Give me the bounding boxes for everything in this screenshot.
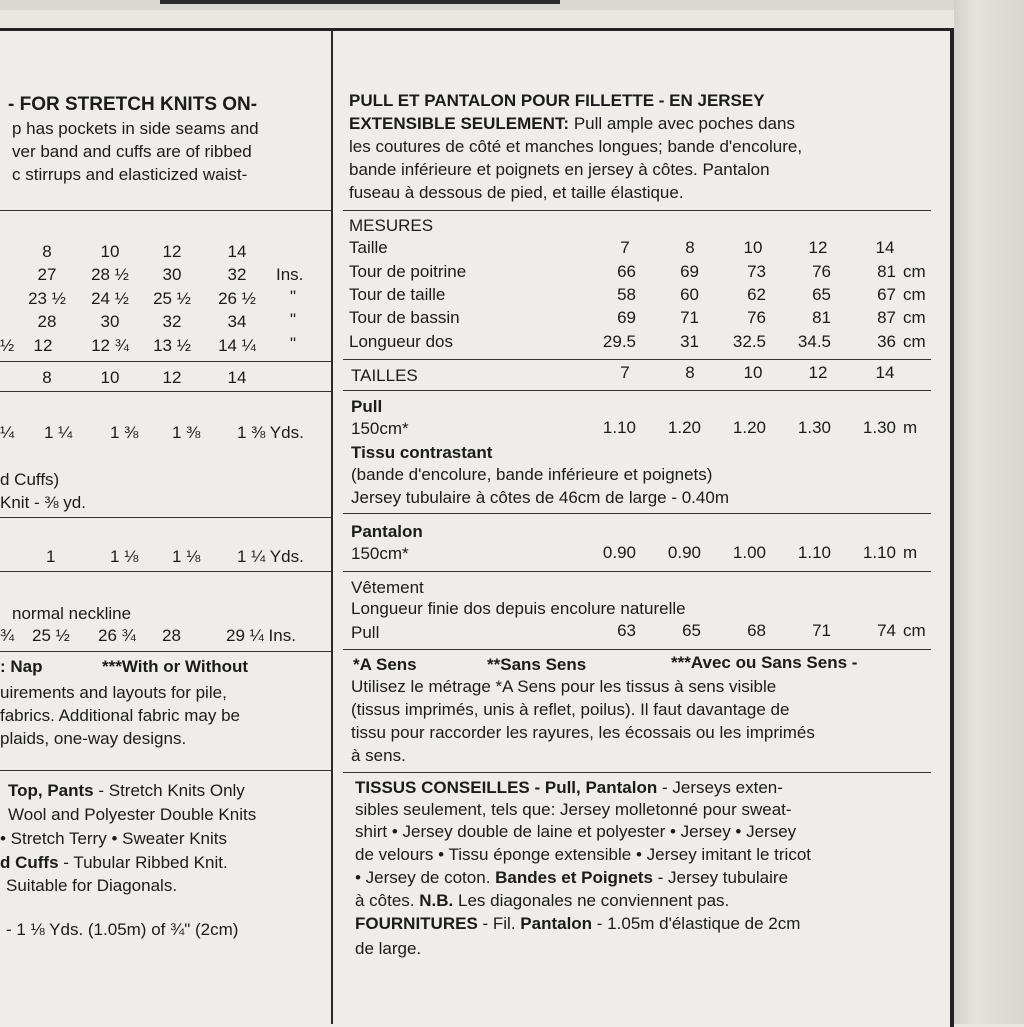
taille-1: 8 bbox=[685, 363, 695, 382]
left-neckline: normal neckline bbox=[12, 604, 132, 623]
left-m-0-2: 12 bbox=[162, 242, 182, 261]
left-m-3-0: 28 bbox=[37, 312, 57, 331]
left-m-1-2: 30 bbox=[162, 265, 182, 284]
rule-right-1 bbox=[343, 210, 931, 211]
vetement-line: Longueur finie dos depuis encolure naturelle bbox=[351, 599, 686, 618]
rule-right-7 bbox=[343, 772, 931, 773]
rule-left-6 bbox=[0, 651, 331, 652]
left-cuffs-1: d Cuffs) bbox=[0, 470, 60, 489]
sens-b: **Sans Sens bbox=[487, 655, 587, 674]
left-m-0-1: 10 bbox=[100, 242, 120, 261]
tissus-2: sibles seulement, tels que: Jersey molletonné pour sweat- bbox=[355, 800, 792, 819]
tissus-3: shirt • Jersey double de laine et polyester • Jersey • Jersey bbox=[355, 822, 797, 841]
mrow-2-v2: 62 bbox=[747, 285, 766, 304]
mrow-2-v3: 65 bbox=[812, 285, 831, 304]
tissus-5a: • Jersey de coton. bbox=[355, 868, 496, 887]
left-m-0-0: 8 bbox=[42, 242, 52, 261]
mrow-2-v0: 58 bbox=[617, 285, 636, 304]
left-desc-1: p has pockets in side seams and bbox=[12, 119, 259, 138]
mrow-3-label: Tour de bassin bbox=[349, 308, 460, 327]
left-size-0: 8 bbox=[42, 368, 52, 387]
left-m-4-0: 12 bbox=[33, 336, 53, 355]
mrow-2-v4: 67 bbox=[877, 285, 896, 304]
contrast-label: Tissu contrastant bbox=[351, 443, 493, 462]
mrow-3-unit: cm bbox=[903, 308, 926, 327]
left-length-0: 25 ½ bbox=[32, 626, 70, 645]
mrow-4-v1: 31 bbox=[680, 332, 699, 351]
mrow-4-label: Longueur dos bbox=[349, 332, 453, 351]
rule-right-6 bbox=[343, 649, 931, 650]
left-fabric-2: Wool and Polyester Double Knits bbox=[8, 805, 257, 824]
left-m-3-unit: " bbox=[290, 310, 297, 329]
pull-v4: 1.30 bbox=[862, 418, 896, 437]
mrow-1-label: Tour de poitrine bbox=[349, 262, 467, 281]
mrow-2-unit: cm bbox=[903, 285, 926, 304]
mrow-4-v3: 34.5 bbox=[797, 332, 831, 351]
left-top-yd-1: 1 ⅜ bbox=[110, 423, 139, 442]
left-length-frag: ¾ bbox=[0, 626, 15, 645]
pantalon-width: 150cm* bbox=[351, 544, 409, 563]
right-desc-2: bande inférieure et poignets en jersey à côtes. Pantalon bbox=[349, 160, 770, 179]
pull-unit: m bbox=[903, 418, 918, 437]
left-fabric-3: • Stretch Terry • Sweater Knits bbox=[0, 829, 228, 848]
left-m-4-unit: " bbox=[290, 334, 297, 353]
left-top-yd-2: 1 ⅜ bbox=[172, 423, 201, 442]
pantalon-v4: 1.10 bbox=[862, 543, 896, 562]
left-title: - FOR STRETCH KNITS ON- bbox=[8, 94, 258, 115]
mrow-0-v1: 8 bbox=[685, 238, 695, 257]
left-m-3-1: 30 bbox=[100, 312, 120, 331]
mrow-0-v0: 7 bbox=[620, 238, 630, 257]
tissus-1 bbox=[355, 777, 783, 798]
mrow-0-v3: 12 bbox=[808, 238, 828, 257]
rule-left-5 bbox=[0, 571, 331, 572]
mrow-1-v0: 66 bbox=[617, 262, 636, 281]
mrow-0-v2: 10 bbox=[743, 238, 763, 257]
pantalon-v2: 1.00 bbox=[732, 543, 766, 562]
tissus-5 bbox=[355, 867, 788, 888]
mrow-1-v4: 81 bbox=[877, 262, 896, 281]
fourn-a: - Fil. bbox=[477, 914, 521, 933]
left-fabric-4-rest: - Tubular Ribbed Knit. bbox=[58, 853, 228, 872]
vetement-v1: 65 bbox=[682, 621, 701, 640]
left-nap-a: : Nap bbox=[0, 657, 43, 676]
left-pants-yd-0: 1 bbox=[46, 547, 56, 566]
rule-left-4 bbox=[0, 517, 331, 518]
rule-right-4 bbox=[343, 513, 931, 514]
taille-4: 14 bbox=[875, 363, 895, 382]
vetement-v3: 71 bbox=[812, 621, 831, 640]
pantalon-v1: 0.90 bbox=[667, 543, 701, 562]
fournitures bbox=[355, 913, 800, 934]
left-m-2-3: 26 ½ bbox=[218, 289, 256, 308]
sens-4: à sens. bbox=[351, 746, 406, 765]
left-top-yd-0: 1 ¼ bbox=[44, 423, 73, 442]
tissus-6a: à côtes. bbox=[355, 891, 420, 910]
left-fabric-1 bbox=[8, 780, 245, 801]
top-strip bbox=[0, 0, 1024, 10]
left-fabric-4-bold: d Cuffs bbox=[0, 853, 59, 872]
left-m-2-1: 24 ½ bbox=[91, 289, 129, 308]
page-edge bbox=[954, 0, 1024, 1024]
left-size-2: 12 bbox=[162, 368, 182, 387]
pull-v2: 1.20 bbox=[732, 418, 766, 437]
vetement-v0: 63 bbox=[617, 621, 636, 640]
left-m-3-2: 32 bbox=[162, 312, 182, 331]
right-title2-rest: Pull ample avec poches dans bbox=[569, 114, 795, 133]
mrow-0-label: Taille bbox=[349, 238, 388, 257]
sens-a: *A Sens bbox=[353, 655, 417, 674]
top-dark-band bbox=[160, 0, 560, 4]
left-m-2-unit: " bbox=[290, 287, 297, 306]
left-m-1-1: 28 ½ bbox=[91, 265, 129, 284]
mesures-label: MESURES bbox=[349, 216, 434, 235]
mrow-2-label: Tour de taille bbox=[349, 285, 446, 304]
mrow-4-v4: 36 bbox=[877, 332, 896, 351]
fourn-b: Pantalon bbox=[520, 914, 593, 933]
vetement-unit: cm bbox=[903, 621, 926, 640]
contrast-2: Jersey tubulaire à côtes de 46cm de large - 0.40m bbox=[351, 488, 729, 507]
taille-0: 7 bbox=[620, 363, 630, 382]
left-length-1: 26 ¾ bbox=[98, 626, 136, 645]
right-title2 bbox=[349, 113, 795, 134]
pull-v0: 1.10 bbox=[602, 418, 636, 437]
taille-3: 12 bbox=[808, 363, 828, 382]
mrow-1-v3: 76 bbox=[812, 262, 831, 281]
left-length-3: 29 ¼ Ins. bbox=[226, 626, 296, 645]
pull-width: 150cm* bbox=[351, 419, 409, 438]
mrow-2-v1: 60 bbox=[680, 285, 699, 304]
left-m-1-unit: Ins. bbox=[276, 265, 304, 284]
pull-v3: 1.30 bbox=[797, 418, 831, 437]
left-size-3: 14 bbox=[227, 368, 247, 387]
vetement-label: Vêtement bbox=[351, 578, 424, 597]
fourn-bold: FOURNITURES bbox=[355, 914, 478, 933]
fourn-c: - 1.05m d'élastique de 2cm bbox=[592, 914, 801, 933]
mrow-3-v1: 71 bbox=[680, 308, 699, 327]
sens-c: ***Avec ou Sans Sens - bbox=[671, 653, 858, 672]
pantalon-label: Pantalon bbox=[351, 522, 423, 541]
rule-left-7 bbox=[0, 770, 331, 771]
left-top-frag: ¼ bbox=[0, 423, 15, 442]
left-m-4-3: 14 ¼ bbox=[218, 336, 256, 355]
mrow-4-v2: 32.5 bbox=[732, 332, 766, 351]
left-pants-yd-1: 1 ⅛ bbox=[110, 547, 139, 566]
left-nap-3: plaids, one-way designs. bbox=[0, 729, 187, 748]
left-m-0-3: 14 bbox=[227, 242, 247, 261]
sens-3: tissu pour raccorder les rayures, les écossais ou les imprimés bbox=[351, 723, 815, 742]
tissus-5c: - Jersey tubulaire bbox=[652, 868, 789, 887]
vetement-v2: 68 bbox=[747, 621, 766, 640]
pull-label: Pull bbox=[351, 397, 383, 416]
right-desc-1: les coutures de côté et manches longues; bande d'encolure, bbox=[349, 137, 803, 156]
taille-2: 10 bbox=[743, 363, 763, 382]
mrow-4-unit: cm bbox=[903, 332, 926, 351]
left-desc-2: ver band and cuffs are of ribbed bbox=[12, 142, 252, 161]
tailles-label: TAILLES bbox=[351, 366, 418, 385]
left-pants-yd-2: 1 ⅛ bbox=[172, 547, 201, 566]
sens-2: (tissus imprimés, unis à reflet, poilus). Il faut davantage de bbox=[351, 700, 790, 719]
mrow-1-v1: 69 bbox=[680, 262, 699, 281]
right-desc-3: fuseau à dessous de pied, et taille élastique. bbox=[349, 183, 684, 202]
tissus-rest: - Jerseys exten- bbox=[657, 778, 783, 797]
vetement-pull: Pull bbox=[351, 623, 380, 642]
tissus-6b: N.B. bbox=[419, 891, 454, 910]
contrast-1: (bande d'encolure, bande inférieure et poignets) bbox=[351, 465, 713, 484]
left-m-4-2: 13 ½ bbox=[153, 336, 191, 355]
left-m-3-3: 34 bbox=[227, 312, 247, 331]
left-m-1-3: 32 bbox=[227, 265, 247, 284]
pantalon-v0: 0.90 bbox=[602, 543, 636, 562]
mrow-0-v4: 14 bbox=[875, 238, 895, 257]
left-notions: - 1 ⅛ Yds. (1.05m) of ¾" (2cm) bbox=[6, 920, 239, 939]
rule-right-3 bbox=[343, 390, 931, 391]
mrow-1-unit: cm bbox=[903, 262, 926, 281]
right-title: PULL ET PANTALON POUR FILLETTE - EN JERSEY bbox=[349, 91, 765, 110]
tissus-6 bbox=[355, 890, 729, 911]
left-m-1-0: 27 bbox=[37, 265, 57, 284]
pantalon-v3: 1.10 bbox=[797, 543, 831, 562]
left-m-4-frag: ½ bbox=[0, 336, 15, 355]
tissus-bold: TISSUS CONSEILLES - Pull, Pantalon bbox=[355, 778, 658, 797]
column-divider bbox=[331, 28, 333, 1024]
left-fabric-4 bbox=[0, 852, 228, 873]
left-cuffs-2: Knit - ⅜ yd. bbox=[0, 493, 86, 512]
sens-1: Utilisez le métrage *A Sens pour les tissus à sens visible bbox=[351, 677, 777, 696]
left-pants-yd-3: 1 ¼ Yds. bbox=[237, 547, 304, 566]
mrow-3-v0: 69 bbox=[617, 308, 636, 327]
mrow-1-v2: 73 bbox=[747, 262, 766, 281]
tissus-5b: Bandes et Poignets bbox=[495, 868, 653, 887]
left-size-1: 10 bbox=[100, 368, 120, 387]
left-m-2-2: 25 ½ bbox=[153, 289, 191, 308]
tissus-4: de velours • Tissu éponge extensible • Jersey imitant le tricot bbox=[355, 845, 812, 864]
left-fabric-5: Suitable for Diagonals. bbox=[6, 876, 178, 895]
left-m-4-1: 12 ¾ bbox=[91, 336, 129, 355]
rule-left-1 bbox=[0, 210, 331, 211]
vetement-v4: 74 bbox=[877, 621, 896, 640]
left-length-2: 28 bbox=[162, 626, 181, 645]
right-title2-bold: EXTENSIBLE SEULEMENT: bbox=[349, 114, 570, 133]
rule-left-3 bbox=[0, 391, 331, 392]
left-fabric-1-rest: - Stretch Knits Only bbox=[93, 781, 245, 800]
left-m-2-0: 23 ½ bbox=[28, 289, 66, 308]
left-fabric-1-bold: Top, Pants bbox=[8, 781, 94, 800]
left-nap-1: uirements and layouts for pile, bbox=[0, 683, 227, 702]
mrow-3-v4: 87 bbox=[877, 308, 896, 327]
left-desc-3: c stirrups and elasticized waist- bbox=[12, 165, 248, 184]
left-nap-2: fabrics. Additional fabric may be bbox=[0, 706, 241, 725]
rule-right-2 bbox=[343, 359, 931, 360]
fournitures-2: de large. bbox=[355, 939, 422, 958]
rule-left-2 bbox=[0, 361, 331, 362]
left-top-yd-3: 1 ⅜ Yds. bbox=[237, 423, 304, 442]
mrow-3-v2: 76 bbox=[747, 308, 766, 327]
pantalon-unit: m bbox=[903, 543, 918, 562]
mrow-3-v3: 81 bbox=[812, 308, 831, 327]
left-nap-b: ***With or Without bbox=[102, 657, 249, 676]
mrow-4-v0: 29.5 bbox=[602, 332, 636, 351]
tissus-6c: Les diagonales ne conviennent pas. bbox=[453, 891, 730, 910]
pull-v1: 1.20 bbox=[667, 418, 701, 437]
rule-right-5 bbox=[343, 571, 931, 572]
